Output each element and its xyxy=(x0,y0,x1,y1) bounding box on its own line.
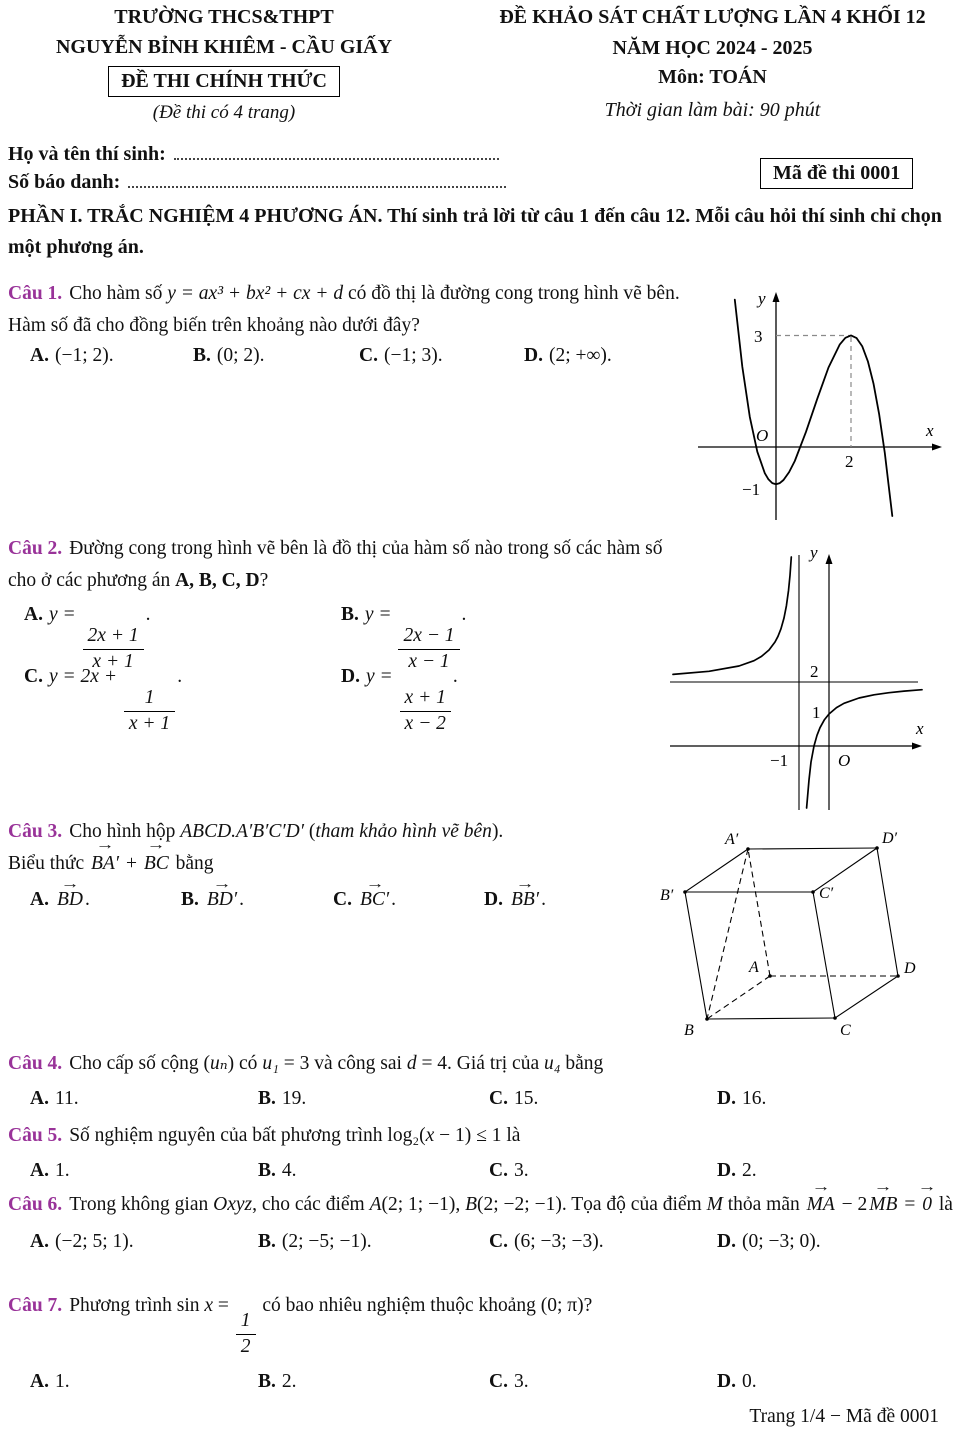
option-key: D. xyxy=(524,345,543,367)
student-name-line xyxy=(8,143,499,166)
question-4-text xyxy=(8,1048,970,1080)
option-key: A. xyxy=(30,889,49,911)
option-value: (−2; 5; 1). xyxy=(54,1230,134,1252)
question-6-math: M xyxy=(706,1194,723,1215)
student-name-label: Họ và tên thí sinh: xyxy=(8,143,166,165)
vertex-label-d-prime: D′ xyxy=(882,830,898,847)
option-value: 2. xyxy=(741,1159,757,1181)
exam-code-box: Mã đề thi 0001 xyxy=(760,158,913,189)
question-4-math: d xyxy=(406,1053,417,1074)
vector-arrow-icon: → xyxy=(873,1178,893,1195)
question-5-math: x xyxy=(425,1125,435,1146)
school-name-line1: TRƯỜNG THCS&THPT xyxy=(114,6,334,28)
option-key: D. xyxy=(717,1230,736,1252)
question-7-run: có bao nhiêu nghiệm thuộc khoảng (0; π)? xyxy=(257,1295,593,1316)
option-period: . xyxy=(461,604,467,626)
question-1 xyxy=(8,278,694,377)
question-4-run: = 3 và công sai xyxy=(278,1053,407,1074)
option-key: D. xyxy=(341,666,360,688)
question-4-math: u₁ xyxy=(262,1053,279,1074)
vertex-label-b-prime: B′ xyxy=(660,887,674,904)
option-a[interactable] xyxy=(30,1160,70,1182)
option-key: D. xyxy=(717,1371,736,1393)
option-value: (−1; 2). xyxy=(54,345,114,367)
option-key: B. xyxy=(341,604,359,626)
option-period: . xyxy=(84,889,90,911)
student-name-field[interactable] xyxy=(174,144,499,160)
vector-option xyxy=(205,875,239,911)
question-3-options xyxy=(8,875,658,929)
school-name-line2: NGUYỄN BỈNH KHIÊM - CẦU GIẤY xyxy=(55,36,393,58)
figure-parallelepiped xyxy=(655,826,955,1038)
vector-MB xyxy=(867,1178,899,1223)
vector-text: BD′ xyxy=(206,889,238,911)
section-heading-instructions: Thí sinh trả lời từ câu 1 đến câu 12. Mỗi câu hỏi thí sinh chỉ chọn một phương án. xyxy=(8,205,942,258)
fraction-denominator: x + 1 xyxy=(128,713,171,734)
question-6-run: (2; 1; −1), xyxy=(381,1194,466,1215)
question-6-math: B xyxy=(465,1194,478,1215)
section-heading-title: PHẦN I. TRẮC NGHIỆM 4 PHƯƠNG ÁN. xyxy=(8,205,383,227)
option-b[interactable] xyxy=(258,1371,297,1393)
pages-note: (Đề thi có 4 trang) xyxy=(152,102,296,123)
tick-label-3: 3 xyxy=(754,327,763,346)
question-2-run: ? xyxy=(259,569,269,591)
option-d[interactable] xyxy=(484,875,546,911)
option-c[interactable] xyxy=(333,875,397,911)
option-c[interactable] xyxy=(489,1088,538,1110)
question-3-solid-name: ABCD.A′B′C′D′ xyxy=(180,821,305,842)
question-6-run: là xyxy=(933,1194,953,1215)
vertex-label-a: A xyxy=(749,959,759,976)
vector-MA xyxy=(805,1178,837,1223)
vertex-label-d: D xyxy=(904,960,916,977)
option-value: 0. xyxy=(741,1371,757,1393)
option-key: C. xyxy=(489,1087,508,1109)
question-7-math: x xyxy=(204,1295,214,1316)
question-6-run: (2; −2; −1). Tọa độ của điểm xyxy=(477,1194,707,1215)
vector-arrow-icon: → xyxy=(212,875,232,892)
origin-label: O xyxy=(838,751,851,770)
question-3 xyxy=(8,816,658,929)
question-3-run: bằng xyxy=(170,852,214,874)
fraction-numerator: 1 xyxy=(236,1309,256,1335)
option-c[interactable] xyxy=(489,1371,529,1393)
option-value: 19. xyxy=(281,1087,307,1109)
question-3-label: Câu 3. xyxy=(8,821,63,842)
option-key: D. xyxy=(717,1087,736,1109)
exam-title: ĐỀ KHẢO SÁT CHẤT LƯỢNG LẦN 4 KHỐI 12 xyxy=(499,6,926,28)
question-7-text xyxy=(8,1290,970,1359)
option-value: (6; −3; −3). xyxy=(513,1230,604,1252)
option-b[interactable] xyxy=(258,1231,372,1253)
vector-option xyxy=(509,875,541,911)
section-heading xyxy=(8,201,953,263)
question-6-options xyxy=(8,1231,970,1263)
student-id-label: Số báo danh: xyxy=(8,171,121,193)
option-value: (2; +∞). xyxy=(548,345,612,367)
option-c[interactable] xyxy=(24,666,182,736)
option-period: . xyxy=(391,889,397,911)
page-footer: Trang 1/4 − Mã đề 0001 xyxy=(749,1406,939,1427)
fraction-numerator: 1 xyxy=(124,686,175,712)
option-c[interactable] xyxy=(359,345,443,367)
tick-label-1: 1 xyxy=(812,703,821,722)
vector-BC xyxy=(142,837,171,880)
official-exam-box: ĐỀ THI CHÍNH THỨC xyxy=(108,66,340,97)
option-d[interactable] xyxy=(341,666,458,736)
fraction-denominator: x + 1 xyxy=(92,651,134,672)
vertex-label-c-prime: C′ xyxy=(819,885,834,902)
option-key: A. xyxy=(30,345,49,367)
option-d[interactable] xyxy=(717,1231,821,1253)
question-6-math: A xyxy=(369,1194,382,1215)
vector-text: BA′ xyxy=(90,852,120,874)
question-4-run: ) có xyxy=(227,1053,263,1074)
option-key: B. xyxy=(258,1159,276,1181)
question-3-run: Cho hình hộp xyxy=(69,821,181,842)
question-6-run: − 2 xyxy=(836,1194,868,1215)
vector-text: BC′ xyxy=(359,889,390,911)
option-formula: y = xyxy=(364,604,397,626)
origin-label: O xyxy=(756,426,769,445)
fraction-numerator: 2x + 1 xyxy=(83,624,144,650)
exam-subject: Môn: TOÁN xyxy=(658,66,767,88)
vector-arrow-icon: → xyxy=(95,837,115,854)
option-b[interactable] xyxy=(258,1160,297,1182)
tick-label-2: 2 xyxy=(810,662,819,681)
axis-label-x: x xyxy=(916,719,924,738)
question-2-answer-keys: A, B, C, D xyxy=(175,569,260,591)
question-6-text xyxy=(8,1178,970,1223)
option-key: B. xyxy=(181,889,199,911)
option-key: C. xyxy=(24,666,43,688)
option-key: A. xyxy=(30,1230,49,1252)
option-b[interactable] xyxy=(193,345,265,367)
option-formula: y = xyxy=(365,666,398,688)
option-key: A. xyxy=(30,1087,49,1109)
question-6-run: , cho các điểm xyxy=(252,1194,370,1215)
vector-arrow-icon: → xyxy=(146,837,166,854)
option-key: B. xyxy=(193,345,211,367)
option-d[interactable] xyxy=(717,1088,766,1110)
vertex-label-b: B xyxy=(684,1022,694,1038)
option-key: A. xyxy=(30,1371,49,1393)
question-6 xyxy=(8,1178,970,1263)
vector-arrow-icon: → xyxy=(811,1178,831,1195)
option-value: 16. xyxy=(741,1087,767,1109)
fraction-denominator: x − 1 xyxy=(408,651,450,672)
question-2-text xyxy=(8,533,663,596)
option-key: C. xyxy=(333,889,352,911)
option-value: (0; 2). xyxy=(216,345,265,367)
vector-BA-prime xyxy=(89,837,121,880)
question-2 xyxy=(8,533,663,732)
question-7-run: Phương trình sin xyxy=(69,1295,205,1316)
option-value: 4. xyxy=(281,1159,297,1181)
vector-arrow-icon: → xyxy=(60,875,80,892)
option-period: . xyxy=(452,666,458,688)
vector-option xyxy=(55,875,85,911)
axis-label-y: y xyxy=(758,289,766,308)
school-year: NĂM HỌC 2024 - 2025 xyxy=(612,37,813,59)
option-value: 11. xyxy=(54,1087,79,1109)
option-key: D. xyxy=(484,889,503,911)
vector-text: MA xyxy=(806,1194,835,1215)
vertex-label-c: C xyxy=(840,1022,851,1038)
option-a[interactable] xyxy=(30,875,90,911)
fraction-denominator: x − 2 xyxy=(404,713,446,734)
option-key: C. xyxy=(359,345,378,367)
question-3-figure-note: tham khảo hình vẽ bên xyxy=(315,821,492,842)
option-a[interactable] xyxy=(30,1371,70,1393)
question-5-label: Câu 5. xyxy=(8,1125,63,1146)
vector-arrow-icon: → xyxy=(515,875,535,892)
question-6-label: Câu 6. xyxy=(8,1194,63,1215)
option-value: 1. xyxy=(54,1371,70,1393)
option-value: 1. xyxy=(54,1159,70,1181)
option-c[interactable] xyxy=(489,1231,604,1253)
question-3-run: ( xyxy=(304,821,316,842)
question-2-options xyxy=(8,604,663,732)
option-value: (2; −5; −1). xyxy=(281,1230,372,1252)
question-1-options xyxy=(8,345,694,377)
vector-zero xyxy=(917,1178,937,1223)
question-2-run: Đường cong trong hình vẽ bên là đồ thị của hàm số nào trong số các hàm số cho ở các phương án xyxy=(8,538,663,591)
figure-cubic-graph xyxy=(690,268,979,530)
option-period: . xyxy=(239,889,245,911)
vector-option xyxy=(358,875,391,911)
question-7-label: Câu 7. xyxy=(8,1295,63,1316)
tick-label-2: 2 xyxy=(845,452,854,471)
vertex-label-a-prime: A′ xyxy=(725,831,739,848)
header-exam-block xyxy=(446,6,979,122)
option-a[interactable] xyxy=(30,1231,134,1253)
vector-text: BB′ xyxy=(510,889,540,911)
question-2-label: Câu 2. xyxy=(8,538,63,559)
vector-text: BC xyxy=(143,852,169,874)
student-id-field[interactable] xyxy=(128,172,506,188)
question-1-label: Câu 1. xyxy=(8,283,63,304)
fraction-numerator: x + 1 xyxy=(400,686,451,712)
question-6-run: = xyxy=(899,1194,921,1215)
vector-arrow-icon: → xyxy=(917,1178,937,1195)
option-b[interactable] xyxy=(181,875,245,911)
figure-hyperbola-graph xyxy=(660,528,979,810)
question-4-options xyxy=(8,1088,970,1120)
option-period: . xyxy=(145,604,151,626)
question-4-run: Cho cấp số cộng ( xyxy=(69,1053,210,1074)
option-key: B. xyxy=(258,1087,276,1109)
option-formula: y = 2x + xyxy=(48,666,122,688)
option-key: C. xyxy=(489,1159,508,1181)
option-a[interactable] xyxy=(30,1088,79,1110)
question-3-run: + xyxy=(121,852,142,874)
option-key: B. xyxy=(258,1230,276,1252)
option-a[interactable] xyxy=(24,604,151,674)
option-value: 3. xyxy=(513,1371,529,1393)
vector-arrow-icon: → xyxy=(365,875,385,892)
question-5-text xyxy=(8,1120,970,1152)
option-key: D. xyxy=(717,1159,736,1181)
tick-label-minus1: −1 xyxy=(770,751,789,770)
question-4-run: = 4. Giá trị của xyxy=(416,1053,544,1074)
question-6-run: Trong không gian xyxy=(69,1194,214,1215)
option-formula: y = xyxy=(48,604,81,626)
question-1-formula: y = ax³ + bx² + cx + d xyxy=(167,283,344,304)
option-c[interactable] xyxy=(489,1160,529,1182)
question-3-run: ). xyxy=(491,821,504,842)
option-value: 2. xyxy=(281,1371,297,1393)
option-a[interactable] xyxy=(30,345,114,367)
question-4-math: u₄ xyxy=(543,1053,561,1074)
question-6-run: thỏa mãn xyxy=(722,1194,805,1215)
question-7 xyxy=(8,1290,970,1403)
option-key: C. xyxy=(489,1230,508,1252)
option-value: 15. xyxy=(513,1087,539,1109)
header-school-block xyxy=(0,6,448,124)
option-period: . xyxy=(177,666,183,688)
option-value: (0; −3; 0). xyxy=(741,1230,821,1252)
option-key: A. xyxy=(30,1159,49,1181)
question-5-run: Số nghiệm nguyên của bất phương trình log₂( xyxy=(69,1125,426,1146)
exam-duration: Thời gian làm bài: 90 phút xyxy=(604,99,821,121)
vector-text: BD xyxy=(56,889,83,911)
vector-text: MB xyxy=(869,1194,898,1215)
option-key: A. xyxy=(24,604,43,626)
option-period: . xyxy=(541,889,546,911)
option-b[interactable] xyxy=(341,604,466,674)
question-4-run: bằng xyxy=(560,1053,604,1074)
axis-label-x: x xyxy=(926,421,934,440)
axis-label-y: y xyxy=(810,543,818,562)
option-d[interactable] xyxy=(524,345,612,367)
question-7-options xyxy=(8,1371,970,1403)
fraction-denominator: 2 xyxy=(240,1336,251,1357)
option-key: B. xyxy=(258,1371,276,1393)
question-1-run: có đồ thị là đường cong trong hình vẽ bên. Hàm số đã cho đồng biến trên khoảng nào dưới đây? xyxy=(8,283,680,336)
question-4-label: Câu 4. xyxy=(8,1053,63,1074)
option-value: (−1; 3). xyxy=(383,345,443,367)
vector-text: 0 xyxy=(922,1194,932,1215)
fraction-numerator: 2x − 1 xyxy=(398,624,459,650)
question-7-run: = xyxy=(213,1295,234,1316)
question-1-text xyxy=(8,278,694,341)
question-6-math: Oxyz xyxy=(213,1194,253,1215)
option-b[interactable] xyxy=(258,1088,306,1110)
tick-label-minus1: −1 xyxy=(742,480,761,499)
question-4 xyxy=(8,1048,970,1120)
question-1-run: Cho hàm số xyxy=(69,283,168,304)
option-d[interactable] xyxy=(717,1160,757,1182)
option-value: 3. xyxy=(513,1159,529,1181)
student-id-line xyxy=(8,171,506,194)
option-d[interactable] xyxy=(717,1371,757,1393)
question-3-run: Biểu thức xyxy=(8,852,89,874)
option-key: C. xyxy=(489,1371,508,1393)
question-5-run: − 1) ≤ 1 là xyxy=(434,1125,521,1146)
question-4-math: uₙ xyxy=(210,1053,228,1074)
question-3-text xyxy=(8,816,658,879)
